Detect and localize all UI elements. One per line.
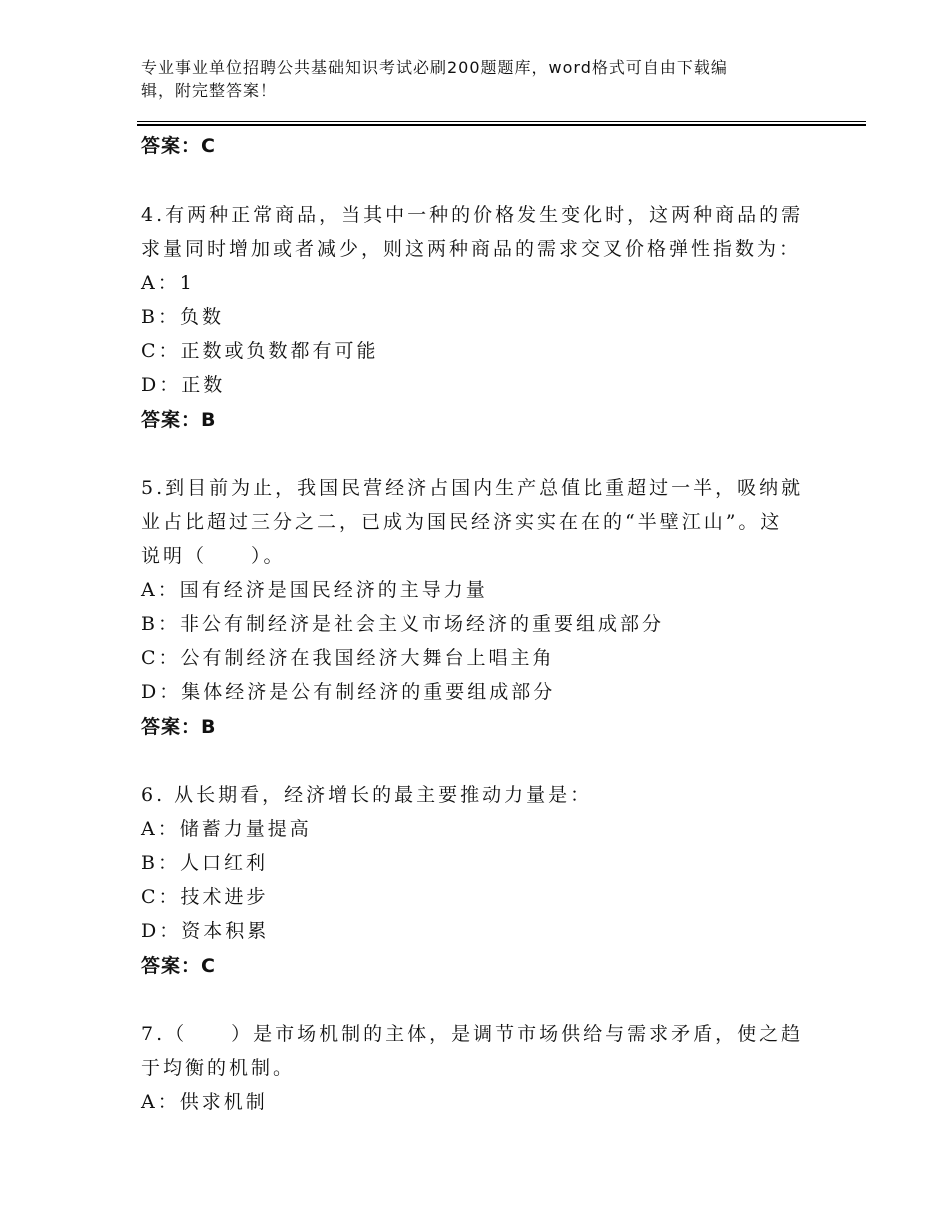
option-line: A：供求机制 xyxy=(141,1091,268,1113)
option-line: B：非公有制经济是社会主义市场经济的重要组成部分 xyxy=(141,613,664,635)
option-line: D：正数 xyxy=(141,374,226,396)
question-stem-line: 4.有两种正常商品，当其中一种的价格发生变化时，这两种商品的需 xyxy=(141,204,804,226)
option-line: A：国有经济是国民经济的主导力量 xyxy=(141,579,488,601)
option-line: A：储蓄力量提高 xyxy=(141,818,312,840)
header-line: 专业事业单位招聘公共基础知识考试必刷200题题库，word格式可自由下载编 xyxy=(141,58,728,77)
option-line: C：公有制经济在我国经济大舞台上唱主角 xyxy=(141,647,555,669)
question-stem-line: 6. 从长期看，经济增长的最主要推动力量是： xyxy=(141,784,593,806)
option-line: D：集体经济是公有制经济的重要组成部分 xyxy=(141,681,556,703)
question-stem-line: 业占比超过三分之二，已成为国民经济实实在在的“半壁江山”。这 xyxy=(141,511,783,533)
option-line: B：负数 xyxy=(141,306,224,328)
option-line: A：1 xyxy=(141,272,195,294)
question-stem-line: 5.到目前为止，我国民营经济占国内生产总值比重超过一半，吸纳就 xyxy=(141,477,804,499)
answer-line: 答案：B xyxy=(141,409,217,431)
answer-line: 答案：C xyxy=(141,955,216,977)
answer-line: 答案：B xyxy=(141,716,217,738)
option-line: D：资本积累 xyxy=(141,920,270,942)
header-line: 辑，附完整答案！ xyxy=(141,81,278,100)
option-line: B：人口红利 xyxy=(141,852,268,874)
answer-line: 答案：C xyxy=(141,135,216,157)
question-stem-line: 说明（ ）。 xyxy=(141,545,286,567)
option-line: C：正数或负数都有可能 xyxy=(141,340,379,362)
question-stem-line: 7.（ ）是市场机制的主体，是调节市场供给与需求矛盾，使之趋 xyxy=(141,1023,804,1045)
question-stem-line: 求量同时增加或者减少，则这两种商品的需求交叉价格弹性指数为： xyxy=(141,238,802,260)
header-rule-thick xyxy=(137,124,866,126)
question-stem-line: 于均衡的机制。 xyxy=(141,1057,296,1079)
option-line: C：技术进步 xyxy=(141,886,269,908)
header-rule-thin xyxy=(137,121,866,122)
page-header xyxy=(141,56,781,102)
